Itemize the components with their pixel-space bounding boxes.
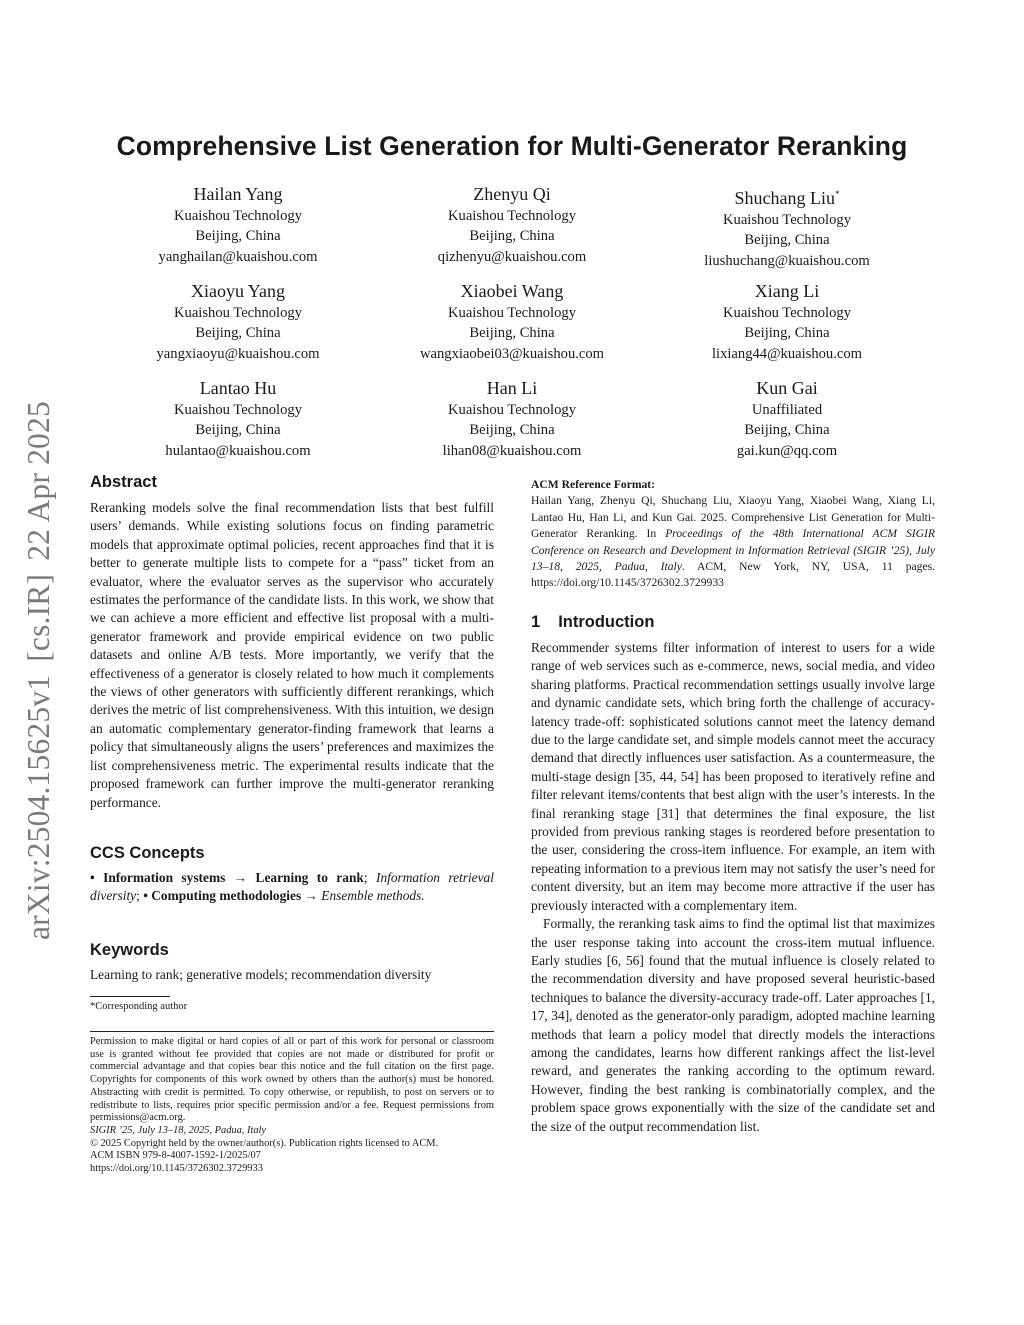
author-affiliation: Kuaishou Technology — [173, 208, 302, 224]
author-location: Beijing, China — [195, 325, 281, 342]
author-block — [362, 183, 662, 267]
author-block — [362, 377, 662, 461]
author-name: Zhenyu Qi — [473, 184, 551, 204]
abstract-heading: Abstract — [90, 473, 157, 491]
ccs-end: . — [421, 888, 425, 904]
ccs-sep: ; — [136, 888, 140, 904]
keywords-text: Learning to rank; generative models; recommendation diversity — [90, 967, 432, 982]
arxiv-id: arXiv:2504.15625v1 — [21, 674, 56, 940]
ccs-sep: ; — [363, 870, 368, 885]
corresponding-mark: * — [835, 189, 840, 199]
ccs-arrow: → — [304, 888, 318, 904]
author-email: yangxiaoyu@kuaishou.com — [156, 345, 320, 362]
ccs-text — [90, 869, 494, 906]
author-name: Shuchang Liu — [734, 188, 835, 208]
abstract-text: Reranking models solve the final recommendation lists that best fulfill users’ demands. While existing solutions focus on finding parametric models that approximate optimal policies, recent approaches find that it is better to generate multiple lists to compete for a “pass” ticket from an evaluator, where the evaluator serves as the supervisor who accurately estimates the performance of the candidate lists. In this work, we show that we can achieve a more efficient and effective list proposal with a multi-generator framework and provide empirical evidence on two public datasets and online A/B tests. More importantly, we verify that the effectiveness of a generator is closely related to how much it complements the views of other generators with sufficiently different rerankings, which derives the metric of list comprehensiveness. With this intuition, we design an automatic complementary generator-finding framework that learns a policy that simultaneously aligns the users’ preferences and maximizes the list comprehensiveness metric. The experimental results indicate that the proposed framework can further improve the multi-generator reranking performance. — [90, 500, 494, 810]
ccs-arrow: → — [233, 870, 248, 885]
author-block — [637, 377, 937, 461]
permission-text: Permission to make digital or hard copies of all or part of this work for personal or classroom use is granted without fee provided that copies are not made or distributed for profit or commercial advantage and that copies bear this notice and the full citation on the first page. Copyrights for components of this work owned by others than the author(s) must be honored. Abstracting with credit is permitted. To copy otherwise, or republish, to post on servers or to redistribute to lists, requires prior specific permission and/or a fee. Request permissions from permissions@acm.org. — [90, 1036, 494, 1124]
author-name: Kun Gai — [756, 378, 818, 398]
permission-doi: https://doi.org/10.1145/3726302.3729933 — [90, 1163, 263, 1175]
author-block — [88, 183, 388, 267]
acm-reference-part1: Hailan Yang, Zhenyu Qi, Shuchang Liu, Xiaoyu Yang, Xiaobei Wang, Xiang Li, Lantao Hu, Han Li, and Kun Gai. 2025. Comprehensive List Generation for Multi-Generator Reranking. In — [531, 494, 935, 541]
intro-paragraph: Formally, the reranking task aims to find the optimal list that maximizes the user response taking into account the cross-item mutual influence. Early studies [6, 56] found that the mutual influence is closely related to the recommendation diversity and have proposed several heuristic-based techniques to balance the diversity-accuracy trade-off. Later approaches [1, 17, 34], denoted as the generator-only paradigm, adopted machine learning methods that learn a policy model that directly models the interactions among the candidates, learns how different rankings affect the list-level reward, and generates the ranking according to the optimum reward. However, finding the best ranking is combinatorially complex, and the problem space grows exponentially with the size of the candidate set and the size of the output recommendation list. — [531, 916, 935, 1134]
author-affiliation: Kuaishou Technology — [447, 402, 576, 418]
keywords-body — [90, 966, 494, 984]
author-email: wangxiaobei03@kuaishou.com — [419, 345, 605, 362]
author-email: yanghailan@kuaishou.com — [158, 248, 318, 265]
author-block — [637, 280, 937, 364]
author-name-line — [637, 183, 937, 209]
author-affiliation: Kuaishou Technology — [173, 402, 302, 418]
author-email: liushuchang@kuaishou.com — [704, 252, 870, 269]
author-block — [362, 280, 662, 364]
ccs-heading: CCS Concepts — [90, 844, 205, 862]
arxiv-category: [cs.IR] — [21, 573, 56, 662]
ccs-item1-sub1: Learning to rank — [255, 870, 364, 885]
author-name: Han Li — [486, 378, 538, 398]
author-affiliation: Kuaishou Technology — [722, 212, 851, 228]
author-affiliation: Kuaishou Technology — [447, 305, 576, 321]
arxiv-stamp — [21, 388, 57, 940]
ccs-item1-main: Information systems — [103, 870, 226, 885]
permission-conference: SIGIR ’25, July 13–18, 2025, Padua, Italy — [90, 1124, 267, 1136]
author-name: Lantao Hu — [199, 378, 277, 398]
ccs-body — [90, 869, 494, 906]
author-location: Beijing, China — [744, 325, 830, 342]
permission-copyright: © 2025 Copyright held by the owner/author(s). Publication rights licensed to ACM. — [90, 1137, 439, 1149]
author-email: lixiang44@kuaishou.com — [711, 345, 863, 362]
author-name: Xiang Li — [754, 281, 820, 301]
section-title: Introduction — [558, 613, 655, 631]
acm-reference-text — [531, 493, 935, 591]
author-name: Hailan Yang — [193, 184, 283, 204]
author-affiliation: Kuaishou Technology — [447, 208, 576, 224]
intro-paragraph: Recommender systems filter information of interest to users for a wide range of web services such as e-commerce, news, social media, and video sharing platforms. Practical recommendation settings usually involve large and dynamic candidate sets, which bring forth the challenge of accuracy-latency trade-off: sophisticated solutions cannot meet the latency demand due to the large candidate set, and simple models cannot meet the accuracy demand that directly influences user satisfaction. As a countermeasure, the multi-stage design [35, 44, 54] has been proposed to iteratively refine and filter relevant items/contents that best align with the user’s interests. In the final reranking stage [31] that determines the final exposure, the list provided from previous ranking stages is reordered before presentation to the user, considering the cross-item influence. For example, an item with repeating information to a previous item may not satisfy the user’s need for content diversity, but an item may become more attractive if the user has previously interacted with a complementary item. — [531, 640, 935, 913]
author-block — [88, 280, 388, 364]
author-name: Xiaoyu Yang — [190, 281, 285, 301]
author-block — [637, 183, 937, 271]
permission-rule — [90, 1031, 494, 1032]
author-email: qizhenyu@kuaishou.com — [437, 248, 587, 265]
footnote-rule — [90, 996, 170, 997]
ccs-item1-sub2: Information retrieval diversity — [90, 870, 494, 904]
ccs-bullet: • — [90, 870, 95, 885]
author-affiliation: Unaffiliated — [751, 402, 823, 418]
author-name: Xiaobei Wang — [460, 281, 564, 301]
permission-block — [90, 1036, 494, 1176]
author-location: Beijing, China — [469, 422, 555, 439]
author-location: Beijing, China — [469, 228, 555, 245]
keywords-heading: Keywords — [90, 941, 169, 959]
footnote: *Corresponding author — [90, 1001, 188, 1012]
author-email: hulantao@kuaishou.com — [165, 442, 311, 459]
section-number: 1 — [531, 613, 541, 631]
author-email: gai.kun@qq.com — [736, 442, 838, 459]
author-location: Beijing, China — [744, 422, 830, 439]
ccs-item2-sub: Ensemble methods — [321, 888, 422, 904]
abstract-body — [90, 499, 494, 812]
paper-title: Comprehensive List Generation for Multi-Generator Reranking — [116, 131, 908, 161]
intro-body — [531, 639, 935, 1136]
author-block — [88, 377, 388, 461]
arxiv-date: 22 Apr 2025 — [21, 401, 56, 561]
ccs-item2-main: Computing methodologies — [151, 888, 302, 904]
author-location: Beijing, China — [469, 325, 555, 342]
acm-reference — [531, 477, 935, 592]
author-email: lihan08@kuaishou.com — [442, 442, 582, 459]
acm-reference-venue: Proceedings of the 48th International ACM SIGIR Conference on Research and Development in Information Retrieval (SIGIR ’25), July 13–18, 2025, Padua, Italy — [531, 527, 935, 574]
author-affiliation: Kuaishou Technology — [173, 305, 302, 321]
intro-heading — [531, 613, 654, 632]
author-location: Beijing, China — [195, 422, 281, 439]
author-location: Beijing, China — [195, 228, 281, 245]
ccs-bullet: • — [143, 888, 148, 904]
author-affiliation: Kuaishou Technology — [722, 305, 851, 321]
acm-reference-heading: ACM Reference Format: — [531, 478, 656, 491]
permission-isbn: ACM ISBN 979-8-4007-1592-1/2025/07 — [90, 1150, 261, 1162]
acm-reference-part3: . ACM, New York, NY, USA, 11 pages. https://doi.org/10.1145/3726302.3729933 — [531, 560, 936, 590]
author-location: Beijing, China — [744, 232, 830, 249]
